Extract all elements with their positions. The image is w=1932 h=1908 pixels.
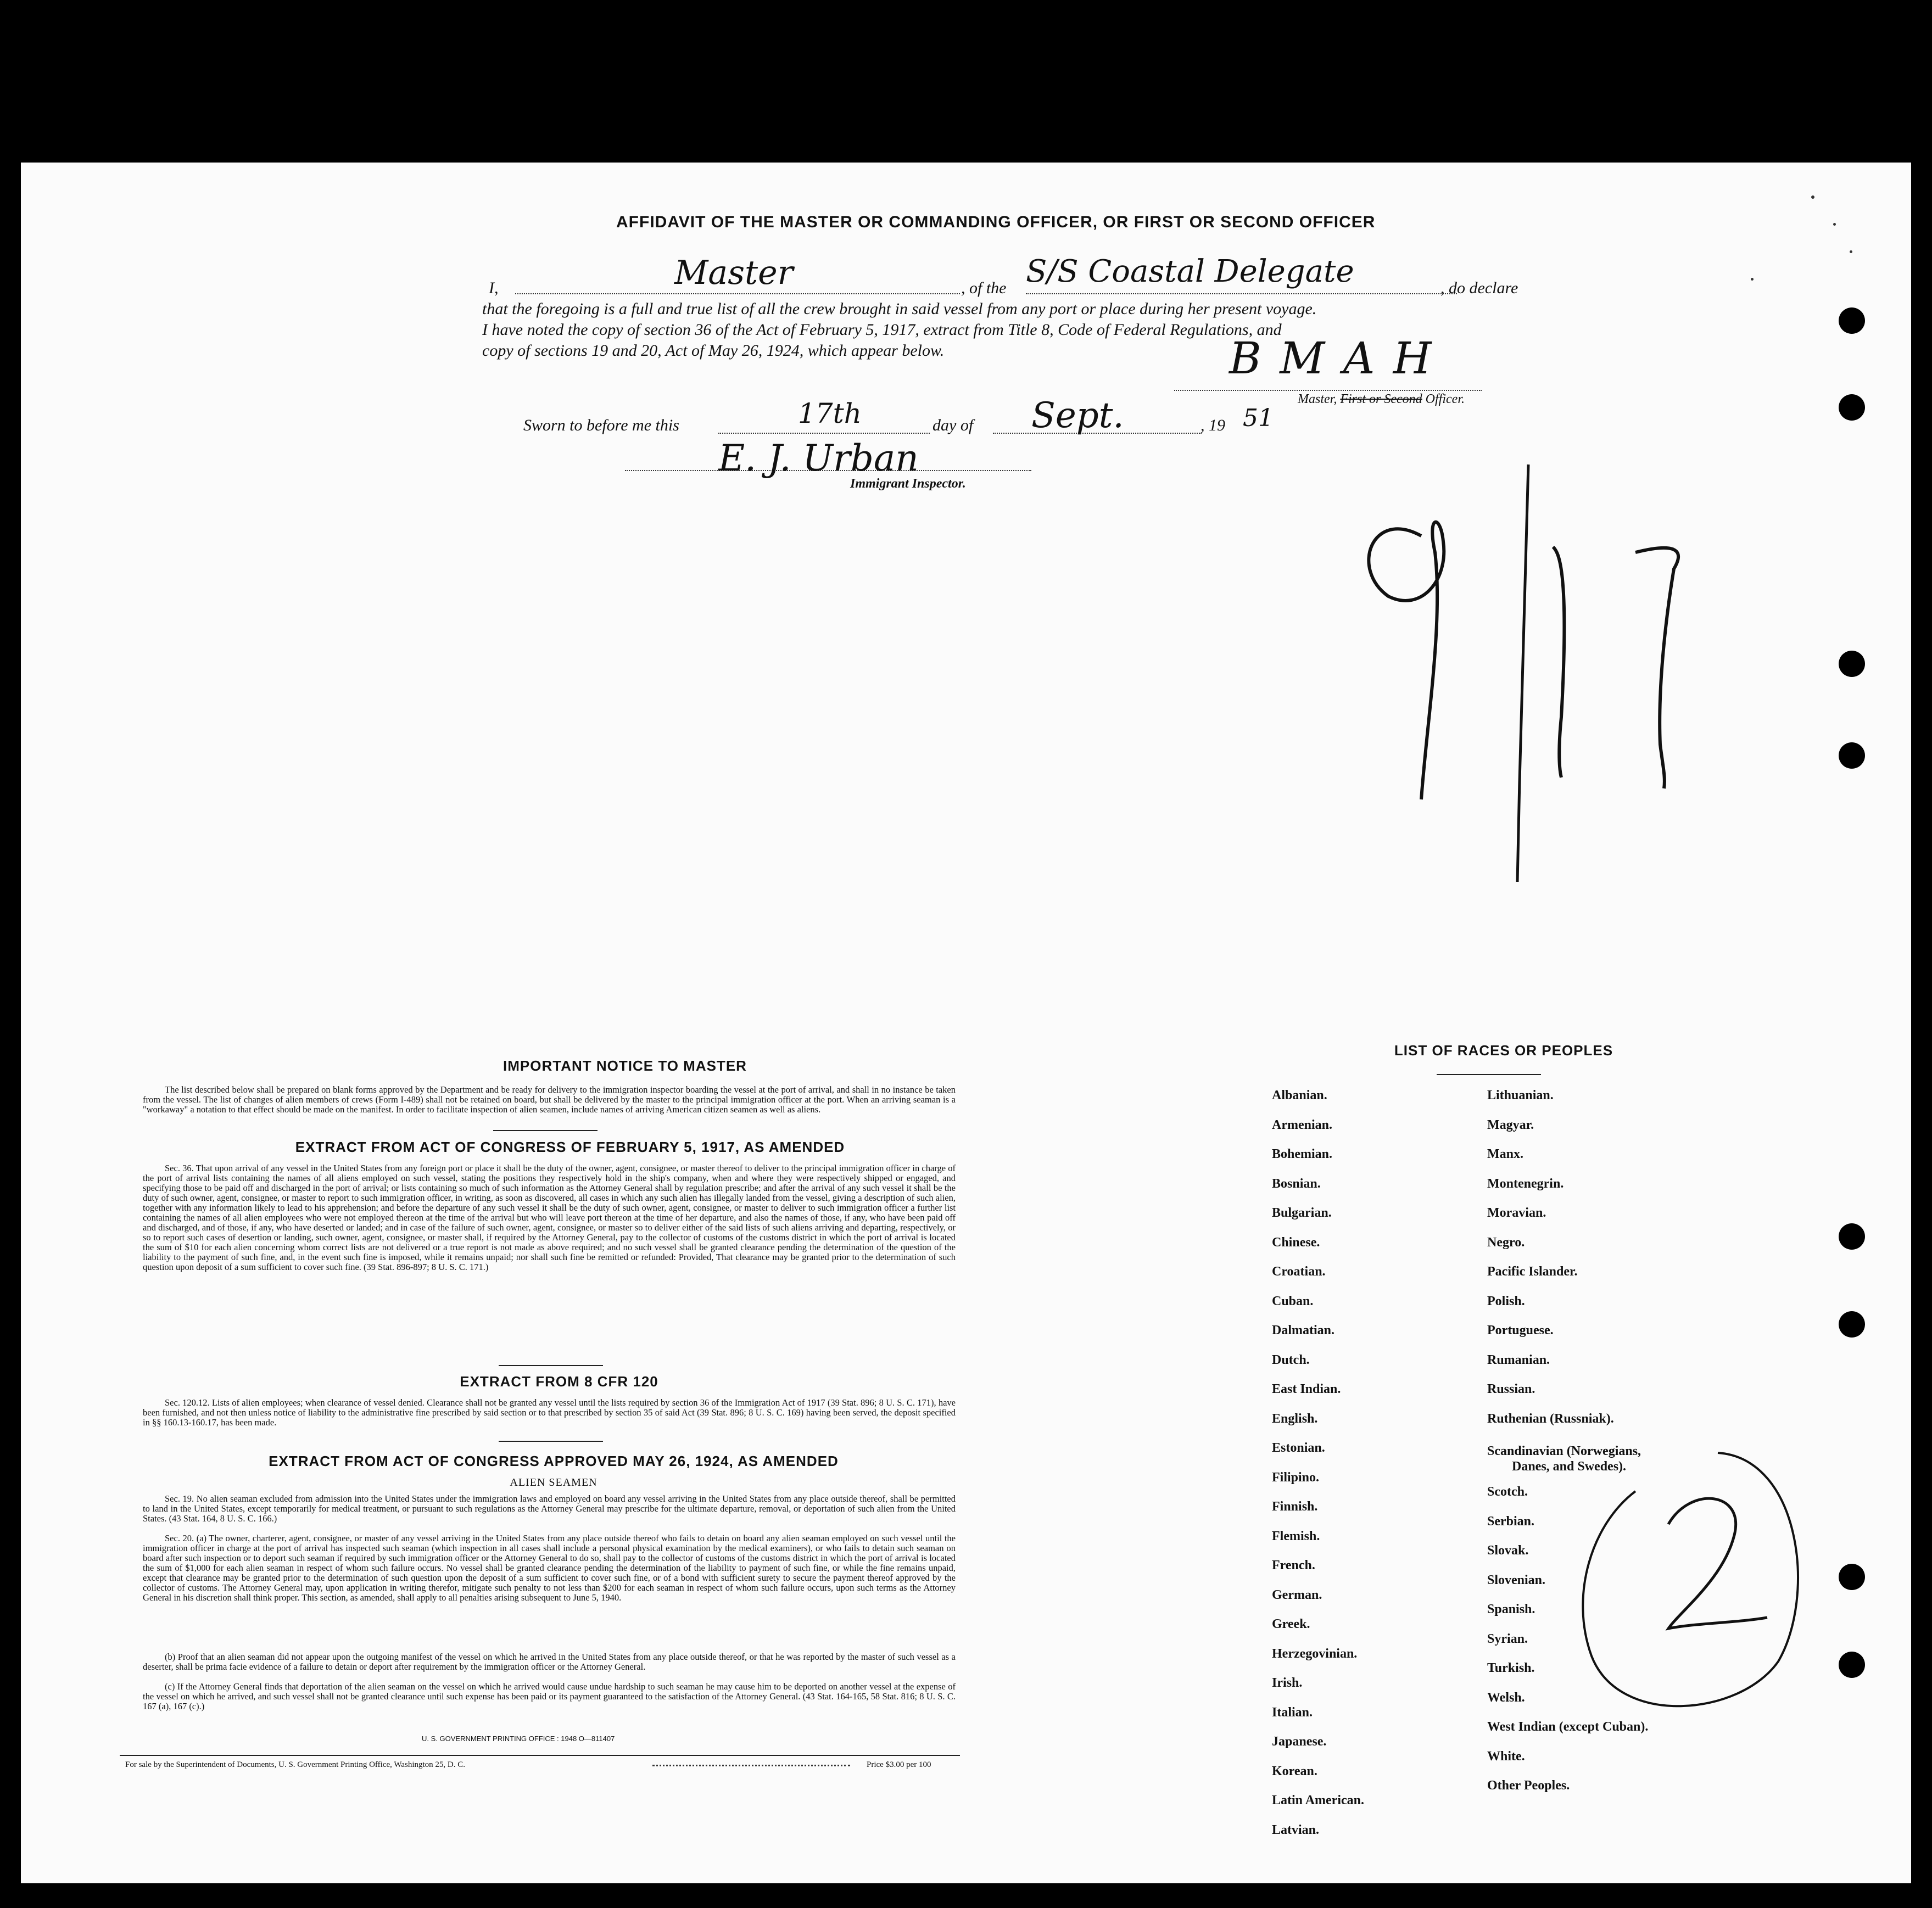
race-item: Negro.: [1487, 1235, 1525, 1250]
master-dotline: [515, 293, 960, 294]
punch-hole: [1839, 307, 1865, 334]
race-item: Bulgarian.: [1272, 1206, 1332, 1220]
day-handwritten: 17th: [798, 398, 862, 429]
punch-hole: [1839, 742, 1865, 769]
month-handwritten: Sept.: [1031, 395, 1124, 436]
race-item: Dalmatian.: [1272, 1323, 1334, 1338]
scan-speck: [1850, 250, 1852, 253]
race-item: Finnish.: [1272, 1499, 1318, 1514]
race-item: Dutch.: [1272, 1352, 1310, 1367]
day-dotline: [718, 433, 930, 434]
vessel-handwritten: S/S Coastal Delegate: [1026, 254, 1354, 289]
extract-cfr-body: Sec. 120.12. Lists of alien employees; when clearance of vessel denied. Clearance shall not be granted any vessel until the lists required by section 36 of the Immigration Act of 1917 (39 Stat. 896; 8 U. S. C. 171), have been furnished, and not then unless notice of liability to the administrative fine prescribed by said section or to that prescribed by section 35 of said Act (39 Stat. 896; 8 U. S. C. 169) having been served, the deposit specified in §§ 160.13-160.17, has been made.: [143, 1397, 956, 1428]
sec20b-body: (b) Proof that an alien seaman did not appear upon the outgoing manifest of the vessel on which he arrived in the United States from any place outside thereof, or that he was reported by the master of such vessel as a deserter, shall be prima facie evidence of a failure to detain or deport after requirement by the immigration officer or the Attorney General.: [143, 1652, 956, 1672]
extract-1924-title: EXTRACT FROM ACT OF CONGRESS APPROVED MAY 26, 1924, AS AMENDED: [269, 1453, 839, 1469]
scan-speck: [1833, 223, 1836, 226]
race-item: Armenian.: [1272, 1117, 1332, 1132]
divider-1: [493, 1130, 598, 1131]
divider-3: [499, 1441, 603, 1442]
footer-right: Price $3.00 per 100: [867, 1760, 931, 1769]
punch-hole: [1839, 651, 1865, 677]
race-item: Korean.: [1272, 1764, 1317, 1778]
races-divider: [1437, 1074, 1541, 1075]
race-item: Montenegrin.: [1487, 1176, 1564, 1191]
footer-rule: [120, 1755, 960, 1756]
inspector-caption: Immigrant Inspector.: [850, 477, 966, 491]
race-item: Spanish.: [1487, 1602, 1535, 1617]
document-page: [21, 163, 1911, 1883]
inspector-signature: E. J. Urban: [718, 437, 919, 479]
race-item: Scandinavian (Norwegians,: [1487, 1444, 1641, 1458]
sec20a-body: Sec. 20. (a) The owner, charterer, agent, consignee, or master of any vessel arriving in the United States from any place outside thereof who fails to detain on board any alien seaman employed on such vessel until the immigration officer in charge at the port of arrival has inspected such seaman (which inspection in all cases shall include a personal physical examination by the medical examiners), or who fails to detain such seaman on board after such inspection or to deport such seaman if required by such immigration officer or the Attorney General to do so, shall pay to the collector of customs of the customs district in which the port of arrival is located the sum of $1,000 for each alien seaman in respect of whom such failure occurs. No vessel shall be granted clearance pending the determination of the liability to payment of such fine, or while the fine remains unpaid, except that clearance may be granted prior to the determination of such question upon the deposit of a sum sufficient to cover such fine, or of a bond with sufficient surety to secure the payment thereof approved by the collector of customs. The Attorney General may, upon application in writing therefor, mitigate such penalty to not less than $200 for each seaman in respect of whom such failure occurs, upon such terms as the Attorney General in his discretion shall think proper. This section, as amended, shall apply to all penalties arising subsequent to June 5, 1940.: [143, 1533, 956, 1603]
date-mark-9-17: [1339, 459, 1690, 909]
race-item: Flemish.: [1272, 1529, 1320, 1543]
race-item: Albanian.: [1272, 1088, 1327, 1103]
race-item: Greek.: [1272, 1617, 1310, 1631]
affidavit-line-2: that the foregoing is a full and true list of all the crew brought in said vessel from any port or place during her present voyage.: [482, 300, 1317, 318]
of-the-label: , of the: [961, 279, 1007, 297]
punch-hole: [1839, 1311, 1865, 1338]
race-item: Ruthenian (Russniak).: [1487, 1411, 1614, 1426]
race-item: Herzegovinian.: [1272, 1646, 1358, 1661]
signature-caption: [1298, 389, 1465, 410]
signature-caption-officer: Officer.: [1422, 392, 1465, 406]
race-item: Slovenian.: [1487, 1573, 1546, 1587]
affidavit-title: AFFIDAVIT OF THE MASTER OR COMMANDING OFFICER, OR FIRST OR SECOND OFFICER: [616, 213, 1376, 231]
signature-caption-master: Master,: [1298, 392, 1341, 406]
race-item: Slovak.: [1487, 1543, 1529, 1558]
race-item: Other Peoples.: [1487, 1778, 1570, 1793]
race-item: Russian.: [1487, 1382, 1535, 1396]
day-of-label: day of: [933, 416, 974, 434]
scan-speck: [1751, 278, 1754, 281]
race-item: Croatian.: [1272, 1264, 1326, 1279]
printing-office: U. S. GOVERNMENT PRINTING OFFICE : 1948 O—811407: [422, 1734, 615, 1743]
affidavit-line-4: copy of sections 19 and 20, Act of May 26, 1924, which appear below.: [482, 342, 945, 360]
race-item: Chinese.: [1272, 1235, 1320, 1250]
circled-number-2: [1570, 1442, 1811, 1716]
race-item: Danes, and Swedes).: [1512, 1459, 1627, 1474]
vessel-dotline: [1026, 293, 1457, 294]
race-item: Latin American.: [1272, 1793, 1364, 1808]
punch-hole: [1839, 1652, 1865, 1678]
race-item: Estonian.: [1272, 1441, 1325, 1455]
race-item: English.: [1272, 1411, 1318, 1426]
affidavit-line-3: I have noted the copy of section 36 of the Act of February 5, 1917, extract from Title 8, Code of Federal Regulations, and: [482, 321, 1282, 339]
do-declare-label: , do declare: [1440, 279, 1518, 297]
race-item: German.: [1272, 1587, 1322, 1602]
notice-title: IMPORTANT NOTICE TO MASTER: [503, 1057, 747, 1074]
race-item: White.: [1487, 1749, 1525, 1764]
extract-1917-title: EXTRACT FROM ACT OF CONGRESS OF FEBRUARY 5, 1917, AS AMENDED: [295, 1139, 845, 1155]
sworn-label: Sworn to before me this: [523, 416, 679, 434]
punch-hole: [1839, 394, 1865, 421]
races-title: LIST OF RACES OR PEOPLES: [1394, 1042, 1613, 1059]
race-item: Magyar.: [1487, 1117, 1534, 1132]
extract-1917-body: Sec. 36. That upon arrival of any vessel in the United States from any foreign port or place it shall be the duty of the owner, agent, consignee, or master thereof to deliver to the principal immigration officer in charge of the port of arrival lists containing the names of all aliens employed on such vessel, stating the positions they respectively hold in the ship's company, when and where they were respectively shipped or engaged, and specifying those to be paid off and discharged in the port of arrival; or lists containing so much of such information as the Attorney General shall by regulation prescribe; and after the arrival of any such vessel it shall be the duty of such owner, agent, consignee, or master to report to such immigration officer, in writing, as soon as discovered, all cases in which any such alien has illegally landed from the vessel, giving a description of such alien, together with any information likely to lead to his apprehension; and before the departure of any such vessel it shall be the duty of such owner, agent, consignee, or master to deliver to such immigration officer a further list containing the names of all alien employees who were not employed thereon at the time of the arrival but who will leave port thereon at the time of her departure, and also the names of those, if any, who have been paid off and discharged, and of those, if any, who have deserted or landed; and in case of the failure of such owner, agent, consignee, or master so to deliver either of the said lists of such aliens arriving and departing, respectively, or so to report such cases of desertion or landing, such owner, agent, consignee, or master shall, if required by the Attorney General, pay to the collector of customs of the customs district in which the port of arrival is located the sum of $10 for each alien concerning whom correct lists are not delivered or a true report is not made as above required; and no such vessel shall be granted clearance pending the determination of the question of the liability to the payment of such fine, and, in the event such fine is imposed, while it remains unpaid; nor shall such fine be remitted or refunded: Provided, That clearance may be granted prior to the determination of such question upon deposit of a sum sufficient to cover such fine. (39 Stat. 896-897; 8 U. S. C. 171.): [143, 1163, 956, 1272]
race-item: Latvian.: [1272, 1822, 1320, 1837]
extract-cfr-title: EXTRACT FROM 8 CFR 120: [460, 1373, 658, 1390]
race-item: Pacific Islander.: [1487, 1264, 1578, 1279]
race-item: Scotch.: [1487, 1485, 1528, 1499]
punch-hole: [1839, 1564, 1865, 1590]
race-item: Japanese.: [1272, 1734, 1327, 1749]
race-item: West Indian (except Cuban).: [1487, 1720, 1649, 1734]
scan-speck: [1811, 195, 1814, 199]
signature-caption-struck: First or Second: [1340, 392, 1422, 406]
divider-2: [499, 1365, 603, 1366]
race-item: Moravian.: [1487, 1206, 1546, 1220]
footer-left: For sale by the Superintendent of Documents, U. S. Government Printing Office, Washington 25, D. C.: [125, 1760, 465, 1769]
race-item: Turkish.: [1487, 1661, 1535, 1676]
race-item: Serbian.: [1487, 1514, 1535, 1529]
year-prefix: , 19: [1200, 416, 1225, 434]
race-item: East Indian.: [1272, 1382, 1341, 1396]
race-item: Irish.: [1272, 1676, 1303, 1690]
race-item: Bohemian.: [1272, 1147, 1333, 1161]
race-item: Portuguese.: [1487, 1323, 1554, 1338]
race-item: Lithuanian.: [1487, 1088, 1554, 1103]
extract-1924-subtitle: ALIEN SEAMEN: [510, 1476, 598, 1489]
affidavit-line-1: [489, 278, 499, 299]
race-item: Rumanian.: [1487, 1352, 1550, 1367]
sec19-body: Sec. 19. No alien seaman excluded from admission into the United States under the immigration laws and employed on board any vessel arriving in the United States from any place outside thereof, shall be permitted to land in the United States, except temporarily for medical treatment, or pursuant to such regulations as the Attorney General may prescribe for the ultimate departure, removal, or deportation of such alien from the United States. (43 Stat. 164, 8 U. S. C. 166.): [143, 1493, 956, 1524]
race-item: Syrian.: [1487, 1631, 1528, 1646]
master-handwritten: Master: [674, 254, 794, 292]
master-signature: B M A H: [1229, 333, 1434, 384]
footer-dots: [652, 1765, 850, 1766]
race-item: Cuban.: [1272, 1294, 1314, 1308]
race-item: Bosnian.: [1272, 1176, 1321, 1191]
race-item: Italian.: [1272, 1705, 1313, 1720]
race-item: French.: [1272, 1558, 1315, 1573]
race-item: Manx.: [1487, 1147, 1523, 1161]
race-item: Welsh.: [1487, 1690, 1525, 1705]
year-handwritten: 51: [1243, 404, 1274, 432]
punch-hole: [1839, 1223, 1865, 1250]
prefix-i: I,: [489, 279, 499, 297]
sec20c-body: (c) If the Attorney General finds that deportation of the alien seaman on the vessel on which he arrived would cause undue hardship to such seaman he may cause him to be deported on another vessel at the expense of the vessel on which he arrived, and such vessel shall not be granted clearance until such expense has been paid or its payment guaranteed to the satisfaction of the Attorney General. (43 Stat. 164-165, 58 Stat. 816; 8 U. S. C. 167 (a), 167 (c).): [143, 1681, 956, 1711]
race-item: Filipino.: [1272, 1470, 1320, 1485]
notice-body: The list described below shall be prepared on blank forms approved by the Department and be ready for delivery to the immigration inspector boarding the vessel at the port of arrival, and shall in no instance be taken from the vessel. The list of changes of alien members of crews (Form I-489) shall not be retained on board, but shall be delivered by the master to the principal immigration officer at the port. When an arriving seaman is a "workaway" a notation to that effect should be made on the manifest. In order to facilitate inspection of alien seamen, include names of arriving American citizen seamen as well as aliens.: [143, 1084, 956, 1115]
race-item: Polish.: [1487, 1294, 1525, 1308]
